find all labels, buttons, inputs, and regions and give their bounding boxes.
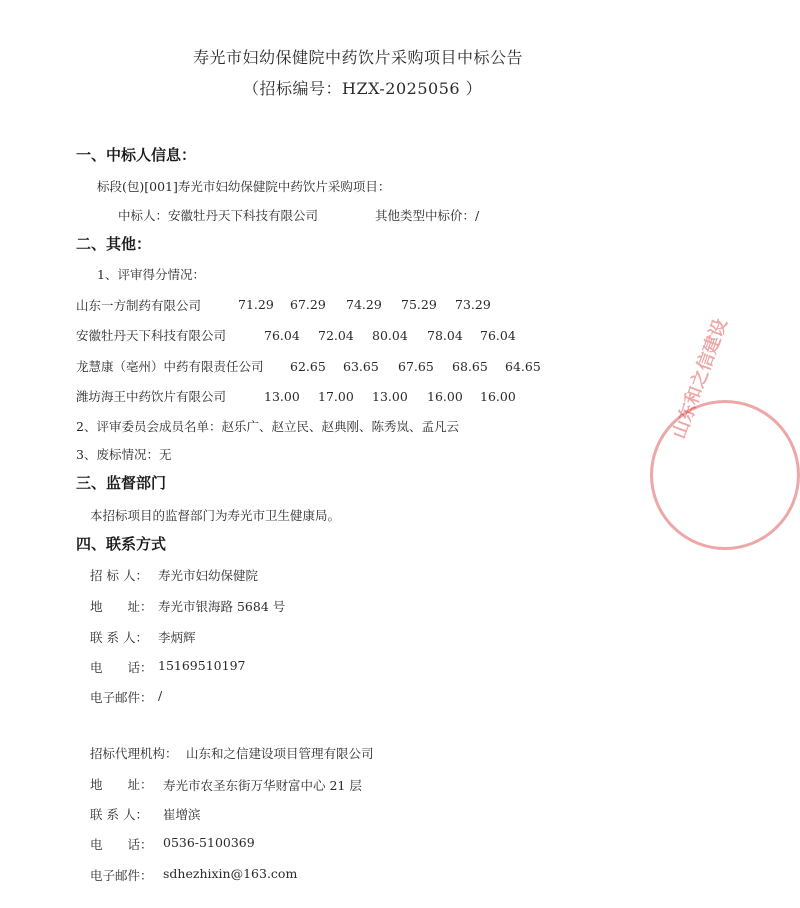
- bid-number: （招标编号：HZX-2025056 ）: [243, 79, 483, 98]
- company-name: 潍坊海王中药饮片有限公司: [76, 389, 227, 404]
- section-1-heading: 一、中标人信息：: [76, 146, 197, 164]
- score-value: 80.04: [372, 328, 408, 343]
- agency-email: sdhezhixin@163.com: [163, 866, 298, 881]
- company-name: 山东一方制药有限公司: [76, 298, 202, 313]
- tenderer-name: 寿光市妇幼保健院: [158, 568, 259, 583]
- score-value: 72.04: [318, 328, 354, 343]
- tenderer-address: 寿光市银海路 5684 号: [158, 599, 286, 614]
- agency-contact: 崔增滨: [163, 807, 201, 822]
- score-value: 76.04: [480, 328, 516, 343]
- score-value: 63.65: [343, 359, 379, 374]
- score-value: 71.29: [238, 297, 274, 312]
- agency-address-label: 地 址：: [90, 777, 153, 792]
- company-name: 龙慧康（亳州）中药有限责任公司: [76, 359, 264, 374]
- tenderer-phone: 15169510197: [158, 658, 246, 673]
- score-value: 73.29: [455, 297, 491, 312]
- company-seal: [650, 315, 800, 550]
- score-value: 13.00: [264, 389, 300, 404]
- section-3-heading: 三、监督部门: [76, 474, 167, 492]
- section-4-heading: 四、联系方式: [76, 535, 167, 553]
- page-title: 寿光市妇幼保健院中药饮片采购项目中标公告: [193, 48, 524, 67]
- winner: 中标人：安徽牡丹天下科技有限公司: [118, 208, 319, 223]
- other-price: 其他类型中标价：/: [375, 208, 480, 223]
- agency-address: 寿光市农圣东街万华财富中心 21 层: [163, 778, 362, 793]
- score-value: 67.29: [290, 297, 326, 312]
- score-value: 76.04: [264, 328, 300, 343]
- lot-line: 标段(包)[001]寿光市妇幼保健院中药饮片采购项目：: [97, 179, 391, 194]
- tenderer-label: 招 标 人：: [90, 568, 148, 583]
- score-value: 16.00: [480, 389, 516, 404]
- company-name: 安徽牡丹天下科技有限公司: [76, 328, 227, 343]
- score-value: 75.29: [401, 297, 437, 312]
- scores-subheading: 1、评审得分情况：: [97, 267, 205, 282]
- score-value: 62.65: [290, 359, 326, 374]
- agency-label: 招标代理机构：: [90, 746, 178, 761]
- agency-phone-label: 电 话：: [90, 837, 153, 852]
- agency-email-label: 电子邮件：: [90, 868, 153, 883]
- agency-name: 山东和之信建设项目管理有限公司: [186, 746, 374, 761]
- score-value: 13.00: [372, 389, 408, 404]
- tenderer-contact-label: 联 系 人：: [90, 630, 148, 645]
- score-value: 68.65: [452, 359, 488, 374]
- tenderer-address-label: 地 址：: [90, 599, 153, 614]
- score-value: 67.65: [398, 359, 434, 374]
- score-value: 64.65: [505, 359, 541, 374]
- committee-members: 2、评审委员会成员名单：赵乐广、赵立民、赵典刚、陈秀岚、孟凡云: [76, 419, 459, 434]
- tenderer-phone-label: 电 话：: [90, 660, 153, 675]
- section-2-heading: 二、其他：: [76, 235, 152, 253]
- score-value: 78.04: [427, 328, 463, 343]
- score-value: 74.29: [346, 297, 382, 312]
- tenderer-email: /: [158, 688, 163, 703]
- score-value: 17.00: [318, 389, 354, 404]
- score-value: 16.00: [427, 389, 463, 404]
- seal-text: 山东和之信建设: [668, 315, 732, 442]
- supervision-text: 本招标项目的监督部门为寿光市卫生健康局。: [90, 508, 341, 523]
- tenderer-contact: 李炳辉: [158, 630, 196, 645]
- agency-contact-label: 联 系 人：: [90, 807, 148, 822]
- failed-bid-status: 3、废标情况：无: [76, 447, 172, 462]
- tenderer-email-label: 电子邮件：: [90, 690, 153, 705]
- agency-phone: 0536-5100369: [163, 835, 255, 850]
